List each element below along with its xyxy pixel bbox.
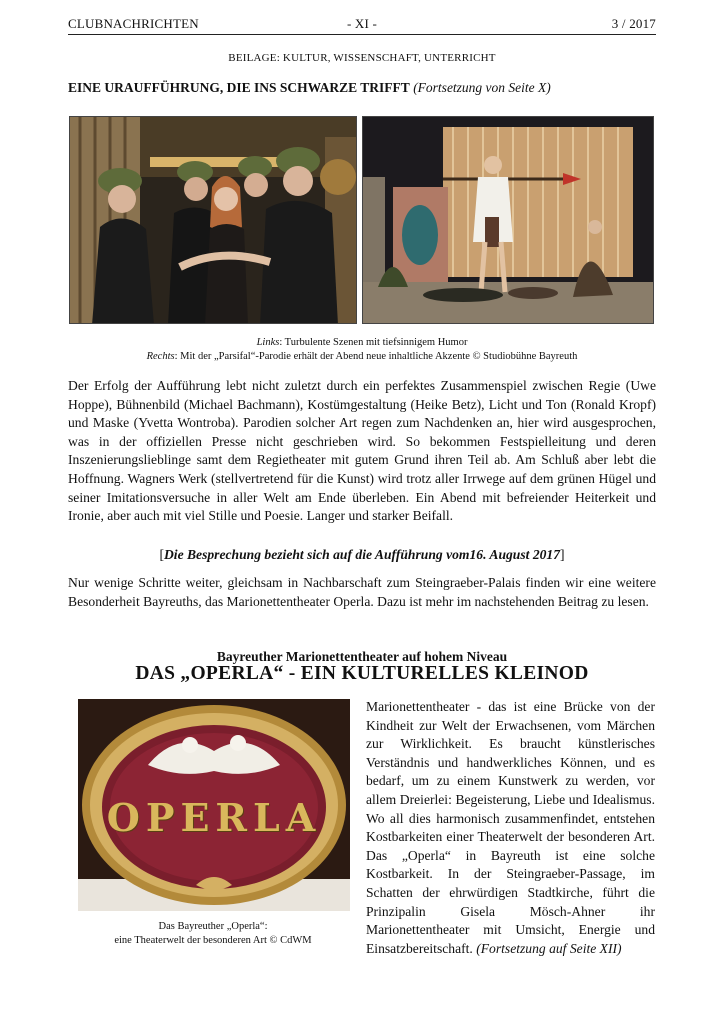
operla-sign-text: OPERLA xyxy=(106,795,322,840)
caption-right-text: : Mit der „Parsifal“-Parodie erhält der Abend neue inhaltliche Akzente © Studiobühne Bayreuth xyxy=(174,351,578,362)
headline-text: EINE URAUFFÜHRUNG, DIE INS SCHWARZE TRIFFT xyxy=(68,80,410,95)
article2-paragraph-text: Marionettentheater - das ist eine Brücke von der Kindheit zur Welt der Erwachsenen, vom Märchen zur Wirklichkeit. Es braucht künstlerisches Verständnis und handwerkliches Können, und es bedarf, um zu einem Kunstwerk zu werden, vor allem Dreierlei: Begeisterung, Liebe und Idealismus. Wo all dies harmonisch zusammenfindet, entstehen Kostbarkeiten einer Theaterwelt der besonderen Art. Das „Operla“ in Bayreuth ist eine solche Kostbarkeit. In der Steingraeber-Passage, im Schatten der ehrwürdigen Stadtkirche, führt die Prinzipalin Gisela Mösch-Ahner ihr Marionettentheater mit Umsicht, Energie und Einsatzbereitschaft. xyxy=(366,699,655,956)
caption-left-label: Links xyxy=(256,337,280,348)
stage-photo-parsifal-illustration xyxy=(363,117,654,324)
article2-headline: DAS „OPERLA“ - EIN KULTURELLES KLEINOD xyxy=(135,663,589,684)
operla-sign-photo xyxy=(78,699,350,911)
caption-right-label: Rechts xyxy=(146,351,175,362)
article2-subheadline: Bayreuther Marionettentheater auf hohem Niveau xyxy=(216,649,508,664)
article-headline xyxy=(68,80,668,96)
header-page-number: - XI - xyxy=(346,16,378,31)
bridge-paragraph: Nur wenige Schritte weiter, gleichsam in Nachbarschaft zum Steingraeber-Palais finden wir eine weitere Besonderheit Bayreuths, das Marionettentheater Operla. Dazu ist mehr im nachstehenden Beitrag zu lesen. xyxy=(68,575,656,609)
header-rule xyxy=(68,34,656,35)
article-paragraph: Der Erfolg der Aufführung lebt nicht zuletzt durch ein perfektes Zusammenspiel zwischen Regie (Uwe Hoppe), Bühnenbild (Michael Bachmann), Kostümgestaltung (Heike Betz), Licht und Ton (Ronald Kropf) und Maske (Yvetta Wontroba). Parodien solcher Art regen zum Nachdenken an, hier wird ausgesprochen, was in der offiziellen Presse nicht geschrieben wird. So bekommen Festspielleitung und deren Inszenierungslieblinge samt dem Regietheater mit gutem Grund ihren Teil ab. Am Schluß aber lebt die Hoffnung. Wagners Werk (stellvertretend für die Kunst) wird trotz aller Irrwege auf dem grünen Hügel und seiner Imitationsversuche in aller Welt am Ende überleben. Ein Abend mit befreiender Heiterkeit und Ironie, aber auch mit viel Stille und Poesie. Langer und starker Beifall. xyxy=(68,378,656,524)
operla-caption-line1: Das Bayreuther „Operla“: xyxy=(158,921,268,932)
caption-left-text: : Turbulente Szenen mit tiefsinnigem Humor xyxy=(279,337,468,348)
photo-caption-right xyxy=(0,350,724,364)
supplement-line: BEILAGE: KULTUR, WISSENSCHAFT, UNTERRICHT xyxy=(228,52,496,64)
article2-continuation: (Fortsetzung auf Seite XII) xyxy=(476,940,622,956)
photo-caption-left xyxy=(0,336,724,350)
operla-caption xyxy=(68,920,358,948)
article2-paragraph xyxy=(366,698,655,958)
review-note-text: Die Besprechung bezieht sich auf die Aufführung vom16. August 2017 xyxy=(163,547,561,562)
stage-photo-parsifal xyxy=(362,116,654,324)
headline-continuation: (Fortsetzung von Seite X) xyxy=(413,80,551,95)
review-note: [Die Besprechung bezieht sich auf die Aufführung vom16. August 2017] xyxy=(159,547,565,562)
header-club-name: CLUBNACHRICHTEN xyxy=(68,16,199,31)
header-issue: 3 / 2017 xyxy=(611,16,656,31)
operla-caption-line2: eine Theaterwelt der besonderen Art © CdWM xyxy=(114,935,312,946)
stage-photo-helmets-illustration xyxy=(70,117,357,324)
stage-photo-helmets xyxy=(69,116,357,324)
